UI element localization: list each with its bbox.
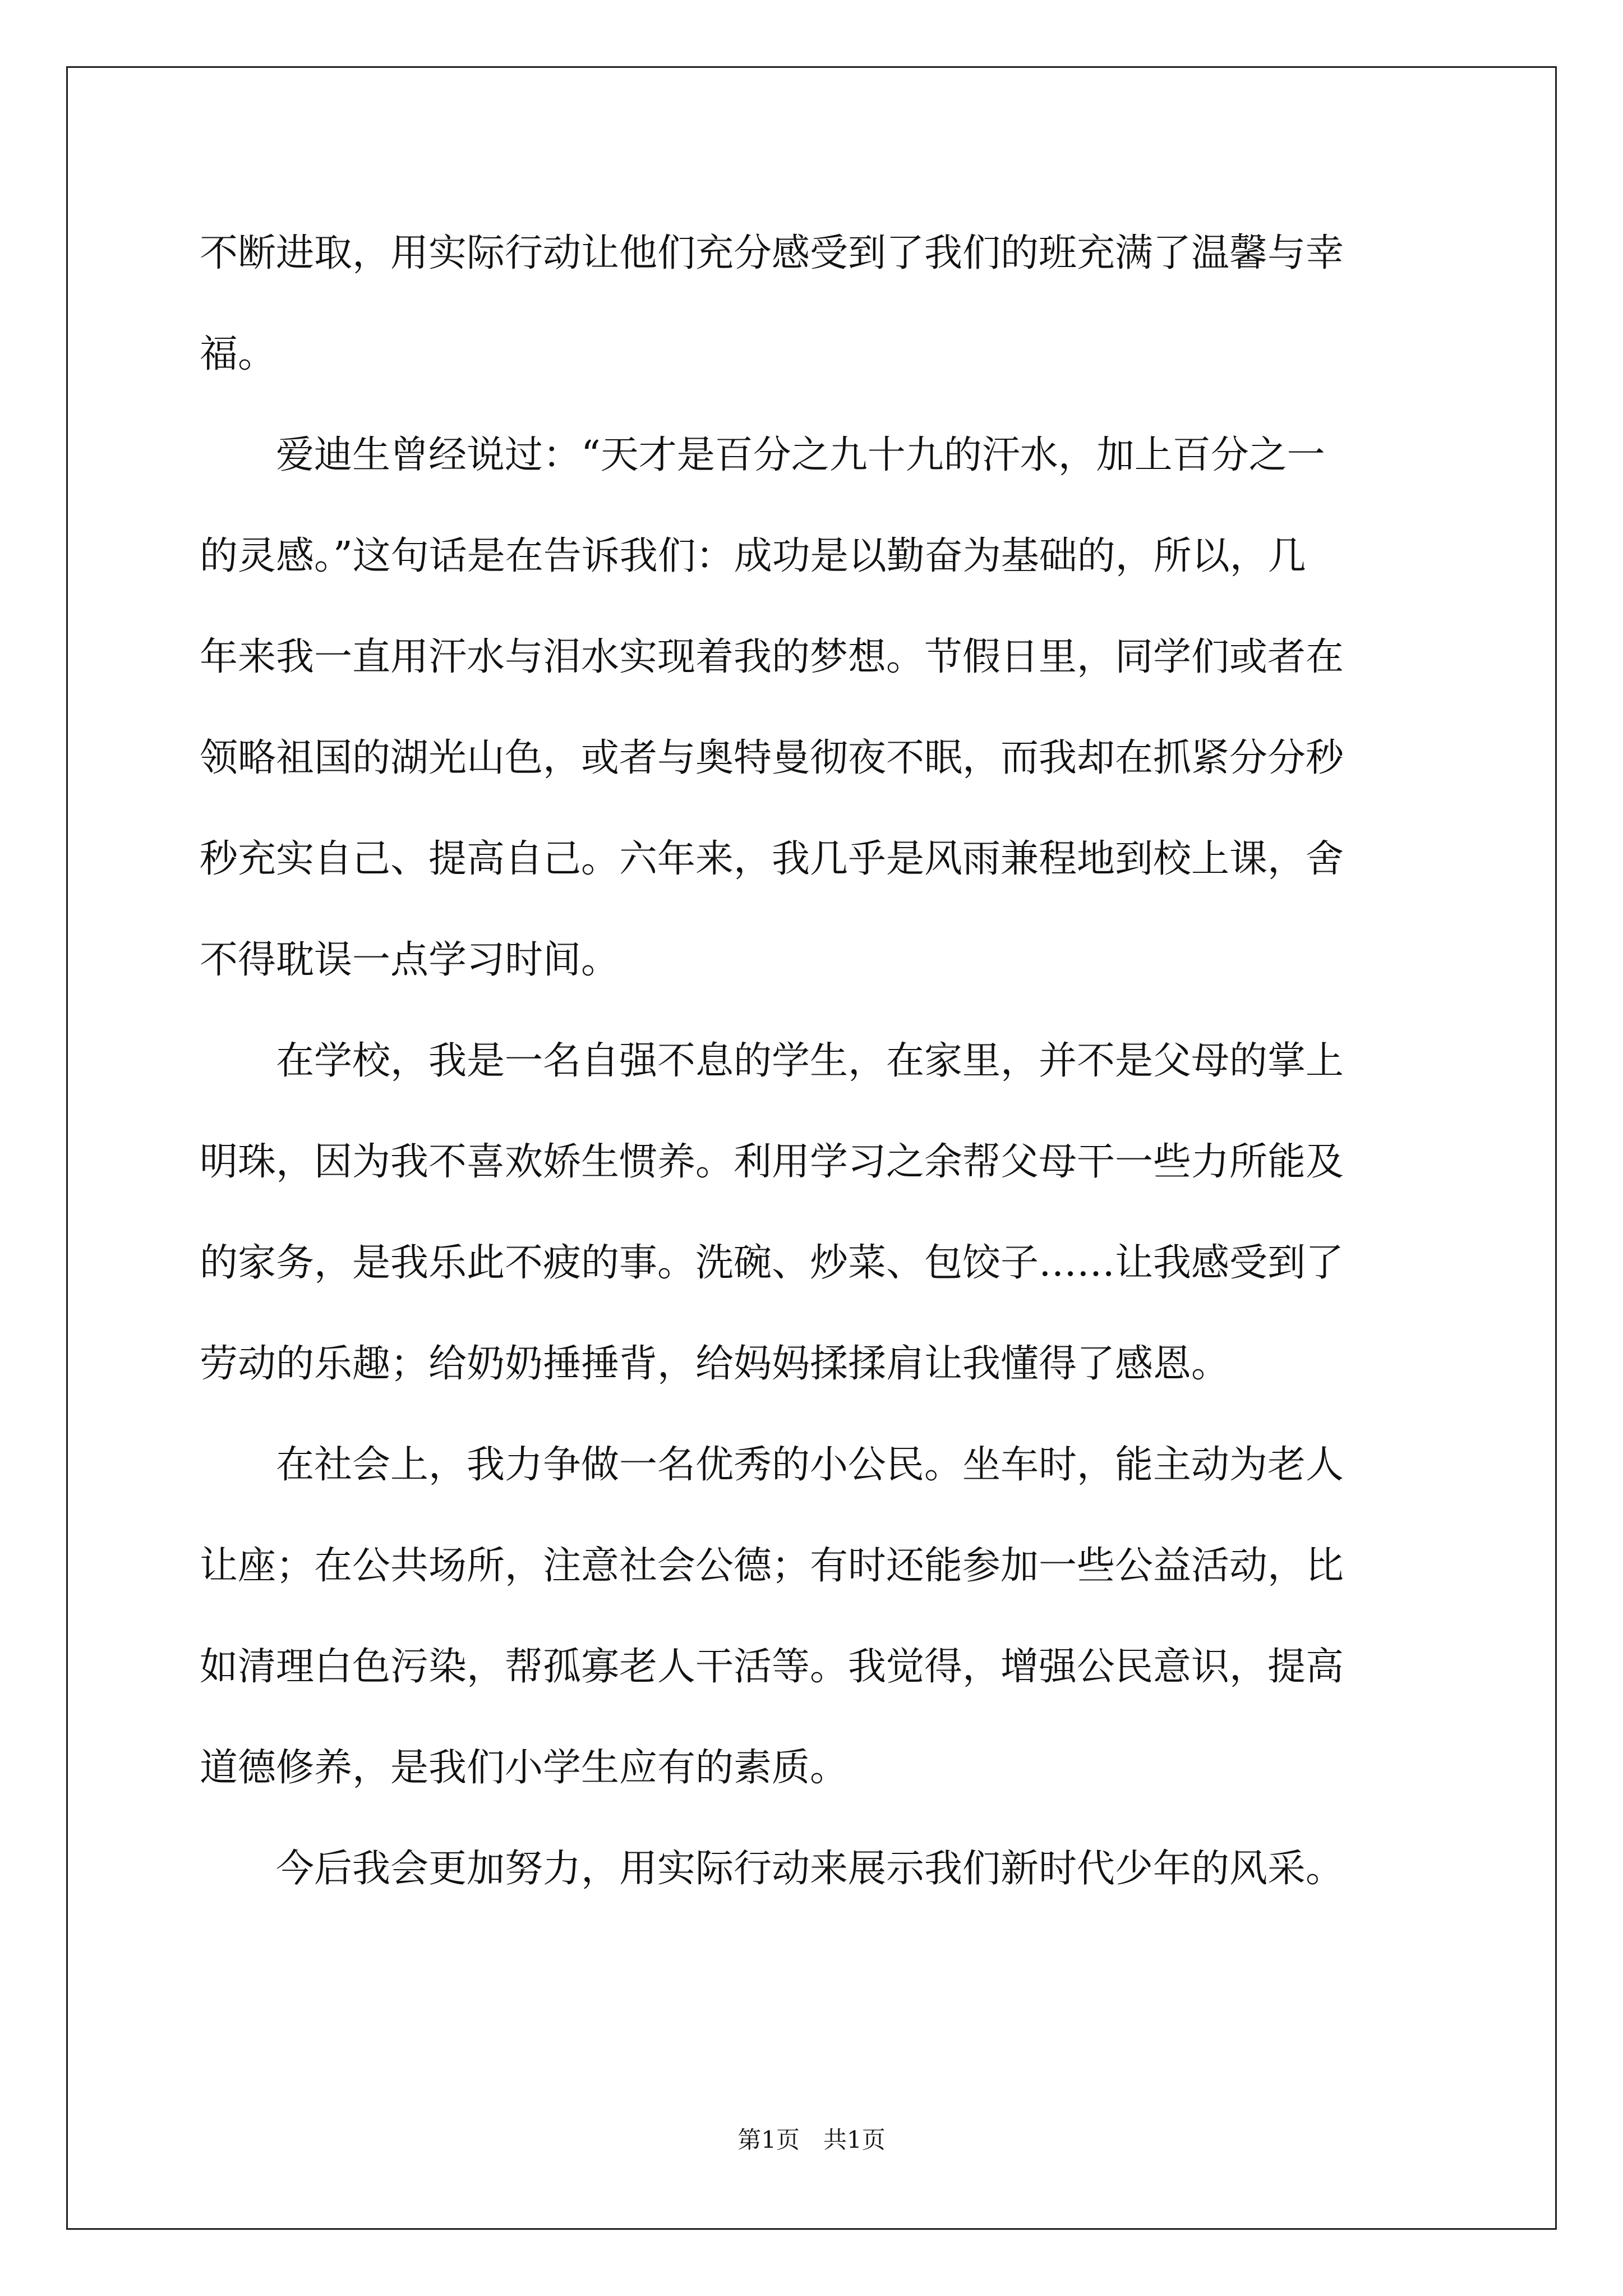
paragraph — [200, 405, 1433, 1011]
text-line: 在社会上，我力争做一名优秀的小公民。坐车时，能主动为老人 — [200, 1443, 1344, 1487]
text-line: 今后我会更加努力，用实际行动来展示我们新时代少年的风采。 — [200, 1847, 1344, 1891]
paragraph — [200, 203, 1433, 405]
text-line: 让座；在公共场所，注意社会公德；有时还能参加一些公益活动，比 — [200, 1544, 1344, 1588]
text-line: 不得耽误一点学习时间。 — [200, 938, 620, 982]
document-body — [200, 203, 1433, 1920]
paragraph — [200, 1011, 1433, 1415]
text-line: 在学校，我是一名自强不息的学生，在家里，并不是父母的掌上 — [200, 1039, 1344, 1083]
text-line: 领略祖国的湖光山色，或者与奥特曼彻夜不眠，而我却在抓紧分分秒 — [200, 736, 1344, 780]
text-line: 不断进取，用实际行动让他们充分感受到了我们的班充满了温馨与幸 — [200, 231, 1344, 275]
text-line: 爱迪生曾经说过：“天才是百分之九十九的汗水，加上百分之一 — [200, 433, 1325, 477]
text-line: 福。 — [200, 332, 276, 376]
text-line: 明珠，因为我不喜欢娇生惯养。利用学习之余帮父母干一些力所能及 — [200, 1140, 1344, 1184]
text-line: 如清理白色污染，帮孤寡老人干活等。我觉得，增强公民意识，提高 — [200, 1645, 1344, 1689]
text-line: 的灵感。”这句话是在告诉我们：成功是以勤奋为基础的，所以，几 — [200, 534, 1306, 578]
text-line: 劳动的乐趣；给奶奶捶捶背，给妈妈揉揉肩让我懂得了感恩。 — [200, 1342, 1230, 1386]
page-number-footer: 第1页 共1页 — [737, 2126, 886, 2154]
text-line: 道德修养，是我们小学生应有的素质。 — [200, 1746, 849, 1790]
paragraph — [200, 1819, 1433, 1920]
paragraph — [200, 1415, 1433, 1819]
text-line: 的家务，是我乐此不疲的事。洗碗、炒菜、包饺子……让我感受到了 — [200, 1241, 1344, 1285]
text-line: 年来我一直用汗水与泪水实现着我的梦想。节假日里，同学们或者在 — [200, 635, 1344, 679]
text-line: 秒充实自己、提高自己。六年来，我几乎是风雨兼程地到校上课，舍 — [200, 837, 1344, 881]
